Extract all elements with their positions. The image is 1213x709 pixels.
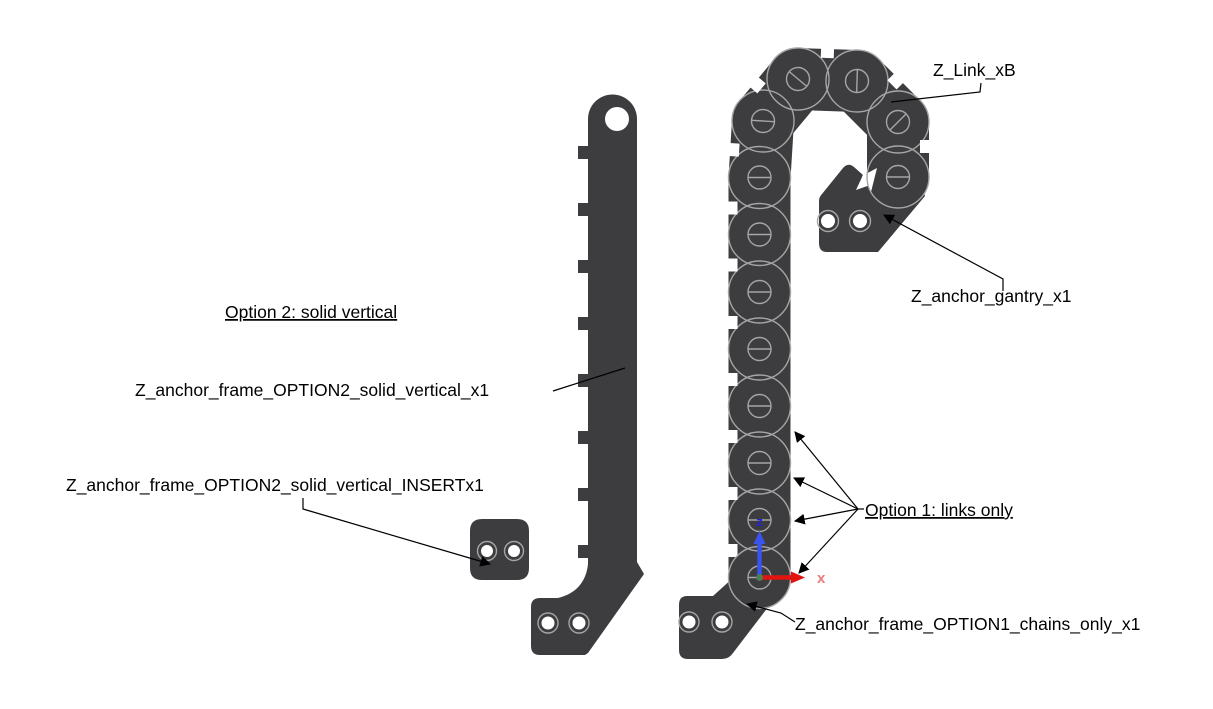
label-z-anchor-gantry: Z_anchor_gantry_x1 (911, 286, 1072, 306)
option2-vertical-frame-part (531, 95, 644, 656)
chain-links (729, 35, 942, 578)
leader-option1-a (795, 432, 858, 509)
chain-link-notch (726, 430, 738, 443)
x-axis-arrowhead (791, 572, 805, 584)
chain-link-notch (726, 487, 738, 500)
leader-option2-insert (303, 498, 490, 564)
label-z-link: Z_Link_xB (933, 60, 1016, 80)
label-option2-title: Option 2: solid vertical (225, 302, 398, 322)
chain-link-notch (726, 544, 738, 557)
label-option2-insert: Z_anchor_frame_OPTION2_solid_vertical_INSERTx1 (66, 475, 484, 495)
option2-insert-part (470, 519, 529, 580)
label-option1-title: Option 1: links only (865, 500, 1013, 520)
label-option1-frame: Z_anchor_frame_OPTION1_chains_only_x1 (795, 614, 1141, 634)
chain-link-notch (726, 373, 738, 386)
chain-link-notch (821, 46, 834, 58)
chain-link-notch (727, 143, 740, 157)
leader-option1-b (794, 478, 858, 509)
x-axis-label: x (817, 570, 826, 587)
chain-link-notch (920, 140, 932, 153)
origin-dot (756, 574, 763, 581)
z-axis-label: z (756, 514, 763, 529)
chain-link-screw-slot (857, 70, 858, 93)
label-option2-frame: Z_anchor_frame_OPTION2_solid_vertical_x1 (135, 380, 490, 400)
chain-link-notch (726, 316, 738, 329)
chain-link-notch (726, 202, 738, 215)
chain-link-notch (726, 259, 738, 272)
leader-gantry (884, 215, 1003, 291)
